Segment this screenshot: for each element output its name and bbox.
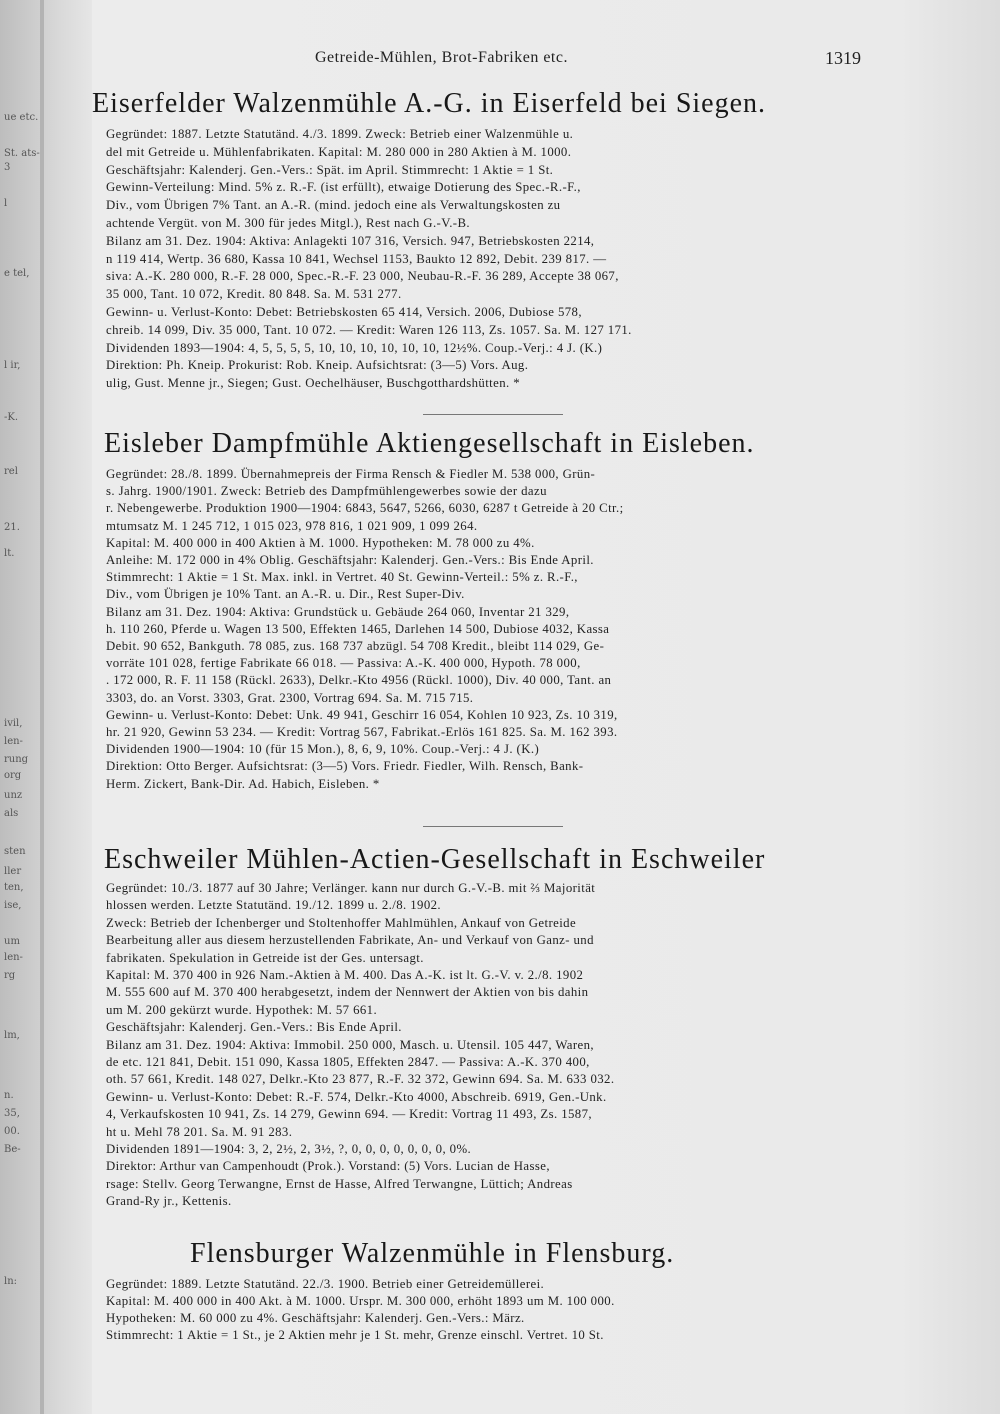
entry-line: Kapital: M. 400 000 in 400 Akt. à M. 1000. Urspr. M. 300 000, erhöht 1893 um M. 100 000. bbox=[106, 1294, 615, 1308]
margin-fragment: l bbox=[4, 198, 8, 209]
entry-line: Direktor: Arthur van Campenhoudt (Prok.). Vorstand: (5) Vors. Lucian de Hasse, bbox=[106, 1159, 550, 1174]
entry-line: Stimmrecht: 1 Aktie = 1 St. Max. inkl. in Vertret. 40 St. Gewinn-Verteil.: 5% z. R.-F., bbox=[106, 570, 578, 585]
entry-line: siva: A.-K. 280 000, R.-F. 28 000, Spec.-R.-F. 23 000, Neubau-R.-F. 36 289, Accepte 38 067, bbox=[106, 269, 619, 284]
entry-line: . 172 000, R. F. 11 158 (Rückl. 2633), Delkr.-Kto 4956 (Rückl. 1000), Div. 40 000, Tant. an bbox=[106, 673, 612, 688]
entry-title-eisleber: Eisleber Dampfmühle Aktiengesellschaft in Eisleben. bbox=[104, 428, 755, 459]
margin-fragment: rg bbox=[4, 970, 16, 981]
margin-fragment: ise, bbox=[4, 900, 22, 911]
entry-line: r. Nebengewerbe. Produktion 1900—1904: 6843, 5647, 5266, 6030, 6287 t Getreide à 20 Ctr.; bbox=[106, 501, 624, 516]
entry-line: Direktion: Otto Berger. Aufsichtsrat: (3—5) Vors. Friedr. Fiedler, Wilh. Rensch, Bank- bbox=[106, 759, 584, 774]
entry-line: fabrikaten. Spekulation in Getreide ist der Ges. untersagt. bbox=[106, 950, 424, 965]
entry-line: ulig, Gust. Menne jr., Siegen; Gust. Oechelhäuser, Buschgotthardshütten. * bbox=[106, 376, 520, 391]
margin-fragment: lt. bbox=[4, 548, 15, 559]
entry-line: Zweck: Betrieb der Ichenberger und Stoltenhoffer Mahlmühlen, Ankauf von Getreide bbox=[106, 915, 577, 930]
margin-fragment: e tel, bbox=[4, 268, 30, 279]
margin-fragment: len- bbox=[4, 952, 23, 963]
entry-line: ht u. Mehl 78 201. Sa. M. 91 283. bbox=[106, 1124, 293, 1139]
running-head: Getreide-Mühlen, Brot-Fabriken etc. bbox=[315, 49, 568, 66]
entry-line: Grand-Ry jr., Kettenis. bbox=[106, 1194, 232, 1209]
entry-line: de etc. 121 841, Debit. 151 090, Kassa 1805, Effekten 2847. — Passiva: A.-K. 370 400, bbox=[106, 1055, 590, 1069]
margin-fragment: l ir, bbox=[4, 360, 21, 371]
entry-line: Gewinn- u. Verlust-Konto: Debet: R.-F. 574, Delkr.-Kto 4000, Abschreib. 6919, Gen.-Unk. bbox=[106, 1089, 607, 1104]
margin-fragment: 00. bbox=[4, 1126, 20, 1137]
entry-title-eschweiler: Eschweiler Mühlen-Actien-Gesellschaft in Eschweiler bbox=[104, 844, 766, 875]
margin-fragment: len- bbox=[4, 736, 23, 747]
entry-line: Div., vom Übrigen je 10% Tant. an A.-R. u. Dir., Rest Super-Div. bbox=[106, 587, 465, 602]
margin-fragment: lm, bbox=[4, 1030, 20, 1041]
entry-line: Gewinn- u. Verlust-Konto: Debet: Betriebskosten 65 414, Versich. 2006, Dubiose 578, bbox=[106, 305, 582, 319]
entry-line: um M. 200 gekürzt wurde. Hypothek: M. 57 661. bbox=[106, 1002, 378, 1017]
margin-fragment: ln: bbox=[4, 1276, 18, 1287]
entry-line: Herm. Zickert, Bank-Dir. Ad. Habich, Eisleben. * bbox=[106, 776, 380, 791]
margin-fragment: Be- bbox=[4, 1144, 21, 1155]
entry-line: Kapital: M. 370 400 in 926 Nam.-Aktien à M. 400. Das A.-K. ist lt. G.-V. v. 2./8. 1902 bbox=[106, 968, 584, 982]
entry-line: Anleihe: M. 172 000 in 4% Oblig. Geschäftsjahr: Kalenderj. Gen.-Vers.: Bis Ende April. bbox=[106, 553, 594, 567]
entry-title-flensburger: Flensburger Walzenmühle in Flensburg. bbox=[190, 1238, 675, 1269]
margin-fragment: ten, bbox=[4, 882, 24, 893]
entry-line: Stimmrecht: 1 Aktie = 1 St., je 2 Aktien mehr je 1 St. mehr, Grenze einschl. Vertret. 10 St. bbox=[106, 1328, 604, 1342]
entry-line: 35 000, Tant. 10 072, Kredit. 80 848. Sa. M. 531 277. bbox=[106, 287, 402, 302]
entry-line: hr. 21 920, Gewinn 53 234. — Kredit: Vortrag 567, Fabrikat.-Erlös 161 825. Sa. M. 162 393. bbox=[106, 725, 618, 739]
margin-fragment: unz bbox=[4, 790, 23, 801]
margin-fragment: sten bbox=[4, 846, 26, 857]
margin-fragment: n. bbox=[4, 1090, 14, 1101]
margin-fragment: um bbox=[4, 936, 20, 947]
margin-fragment: ivil, bbox=[4, 718, 23, 729]
entry-line: h. 110 260, Pferde u. Wagen 13 500, Effekten 1465, Darlehen 14 500, Dubiose 4032, Kassa bbox=[106, 621, 610, 636]
entry-line: Bilanz am 31. Dez. 1904: Aktiva: Immobil. 250 000, Masch. u. Utensil. 105 447, Waren, bbox=[106, 1037, 595, 1052]
margin-fragment: rel bbox=[4, 466, 18, 477]
entry-line: 4, Verkaufskosten 10 941, Zs. 14 279, Gewinn 694. — Kredit: Vortrag 11 493, Zs. 1587, bbox=[106, 1107, 593, 1122]
entry-line: hlossen werden. Letzte Statutänd. 19./12. 1899 u. 2./8. 1902. bbox=[106, 898, 442, 913]
entry-line: Geschäftsjahr: Kalenderj. Gen.-Vers.: Bis Ende April. bbox=[106, 1020, 402, 1035]
entry-line: Kapital: M. 400 000 in 400 Aktien à M. 1000. Hypotheken: M. 78 000 zu 4%. bbox=[106, 535, 535, 550]
entry-line: Bilanz am 31. Dez. 1904: Aktiva: Anlagekti 107 316, Versich. 947, Betriebskosten 2214, bbox=[106, 233, 595, 248]
entry-line: rsage: Stellv. Georg Terwangne, Ernst de Hasse, Alfred Terwangne, Lüttich; Andreas bbox=[106, 1176, 573, 1191]
margin-fragment: ue etc. bbox=[4, 112, 39, 123]
entry-line: achtende Vergüt. von M. 300 für jedes Mitgl.), Rest nach G.-V.-B. bbox=[106, 216, 470, 230]
margin-fragment: 21. bbox=[4, 522, 20, 533]
margin-fragment: org bbox=[4, 770, 22, 781]
entry-title-eiserfelder: Eiserfelder Walzenmühle A.-G. in Eiserfeld bei Siegen. bbox=[92, 88, 767, 119]
entry-line: chreib. 14 099, Div. 35 000, Tant. 10 072. — Kredit: Waren 126 113, Zs. 1057. Sa. M. 127 171. bbox=[106, 322, 632, 337]
entry-line: Gegründet: 10./3. 1877 auf 30 Jahre; Verlänger. kann nur durch G.-V.-B. mit ⅔ Majorität bbox=[106, 881, 596, 895]
margin-fragment: ller bbox=[4, 866, 22, 877]
margin-fragment: rung bbox=[4, 754, 29, 765]
entry-line: del mit Getreide u. Mühlenfabrikaten. Kapital: M. 280 000 in 280 Aktien à M. 1000. bbox=[106, 144, 572, 159]
entry-line: M. 555 600 auf M. 370 400 herabgesetzt, indem der Nennwert der Aktien von bis dahin bbox=[106, 985, 589, 1000]
entry-line: Debit. 90 652, Bankguth. 78 085, zus. 168 737 abzügl. 54 708 Kredit., bleibt 114 029, Ge- bbox=[106, 639, 605, 653]
entry-line: Gegründet: 1887. Letzte Statutänd. 4./3. 1899. Zweck: Betrieb einer Walzenmühle u. bbox=[106, 127, 574, 141]
entry-divider bbox=[423, 414, 563, 415]
entry-line: Dividenden 1891—1904: 3, 2, 2½, 2, 3½, ?, 0, 0, 0, 0, 0, 0, 0, 0%. bbox=[106, 1142, 472, 1156]
entry-line: Direktion: Ph. Kneip. Prokurist: Rob. Kneip. Aufsichtsrat: (3—5) Vors. Aug. bbox=[106, 358, 529, 373]
entry-line: mtumsatz M. 1 245 712, 1 015 023, 978 816, 1 021 909, 1 099 264. bbox=[106, 518, 478, 533]
entry-line: Gegründet: 28./8. 1899. Übernahmepreis der Firma Rensch & Fiedler M. 538 000, Grün- bbox=[106, 467, 596, 481]
entry-line: Dividenden 1893—1904: 4, 5, 5, 5, 5, 10, 10, 10, 10, 10, 10, 12½%. Coup.-Verj.: 4 J. (K.) bbox=[106, 340, 603, 355]
entry-line: vorräte 101 028, fertige Fabrikate 66 018. — Passiva: A.-K. 400 000, Hypoth. 78 000, bbox=[106, 656, 581, 671]
entry-line: oth. 57 661, Kredit. 148 027, Delkr.-Kto 23 877, R.-F. 32 372, Gewinn 694. Sa. M. 633 032. bbox=[106, 1072, 615, 1087]
entry-line: Div., vom Übrigen 7% Tant. an A.-R. (mind. jedoch eine als Verwaltungskosten zu bbox=[106, 198, 561, 213]
margin-fragment: als bbox=[4, 808, 19, 819]
entry-line: Bearbeitung aller aus diesem herzustellenden Fabrikate, An- und Verkauf von Ganz- und bbox=[106, 933, 594, 948]
entry-line: 3303, do. an Vorst. 3303, Grat. 2300, Vortrag 694. Sa. M. 715 715. bbox=[106, 690, 474, 705]
entry-line: n 119 414, Wertp. 36 680, Kassa 10 841, Wechsel 1153, Baukto 12 892, Debit. 239 817. — bbox=[106, 251, 607, 266]
entry-line: Dividenden 1900—1904: 10 (für 15 Mon.), 8, 6, 9, 10%. Coup.-Verj.: 4 J. (K.) bbox=[106, 742, 540, 757]
page-crease bbox=[40, 0, 44, 1414]
margin-fragment: -K. bbox=[4, 412, 19, 423]
margin-fragment: 35, bbox=[4, 1108, 20, 1119]
adjacent-page-edge bbox=[0, 0, 92, 1414]
entry-line: Hypotheken: M. 60 000 zu 4%. Geschäftsjahr: Kalenderj. Gen.-Vers.: März. bbox=[106, 1311, 525, 1325]
entry-line: s. Jahrg. 1900/1901. Zweck: Betrieb des Dampfmühlengewerbes sowie der dazu bbox=[106, 484, 547, 499]
margin-fragment: 3 bbox=[4, 162, 11, 173]
margin-fragment: St. ats- bbox=[4, 148, 40, 159]
entry-line: Gewinn-Verteilung: Mind. 5% z. R.-F. (ist erfüllt), etwaige Dotierung des Spec.-R.-F., bbox=[106, 180, 581, 195]
entry-line: Bilanz am 31. Dez. 1904: Aktiva: Grundstück u. Gebäude 264 060, Inventar 21 329, bbox=[106, 604, 570, 619]
entry-line: Geschäftsjahr: Kalenderj. Gen.-Vers.: Spät. im April. Stimmrecht: 1 Aktie = 1 St. bbox=[106, 162, 554, 177]
page-number: 1319 bbox=[825, 48, 861, 68]
entry-line: Gegründet: 1889. Letzte Statutänd. 22./3. 1900. Betrieb einer Getreidemüllerei. bbox=[106, 1277, 545, 1291]
entry-line: Gewinn- u. Verlust-Konto: Debet: Unk. 49 941, Geschirr 16 054, Kohlen 10 923, Zs. 10 319, bbox=[106, 707, 618, 722]
entry-divider bbox=[423, 826, 563, 827]
